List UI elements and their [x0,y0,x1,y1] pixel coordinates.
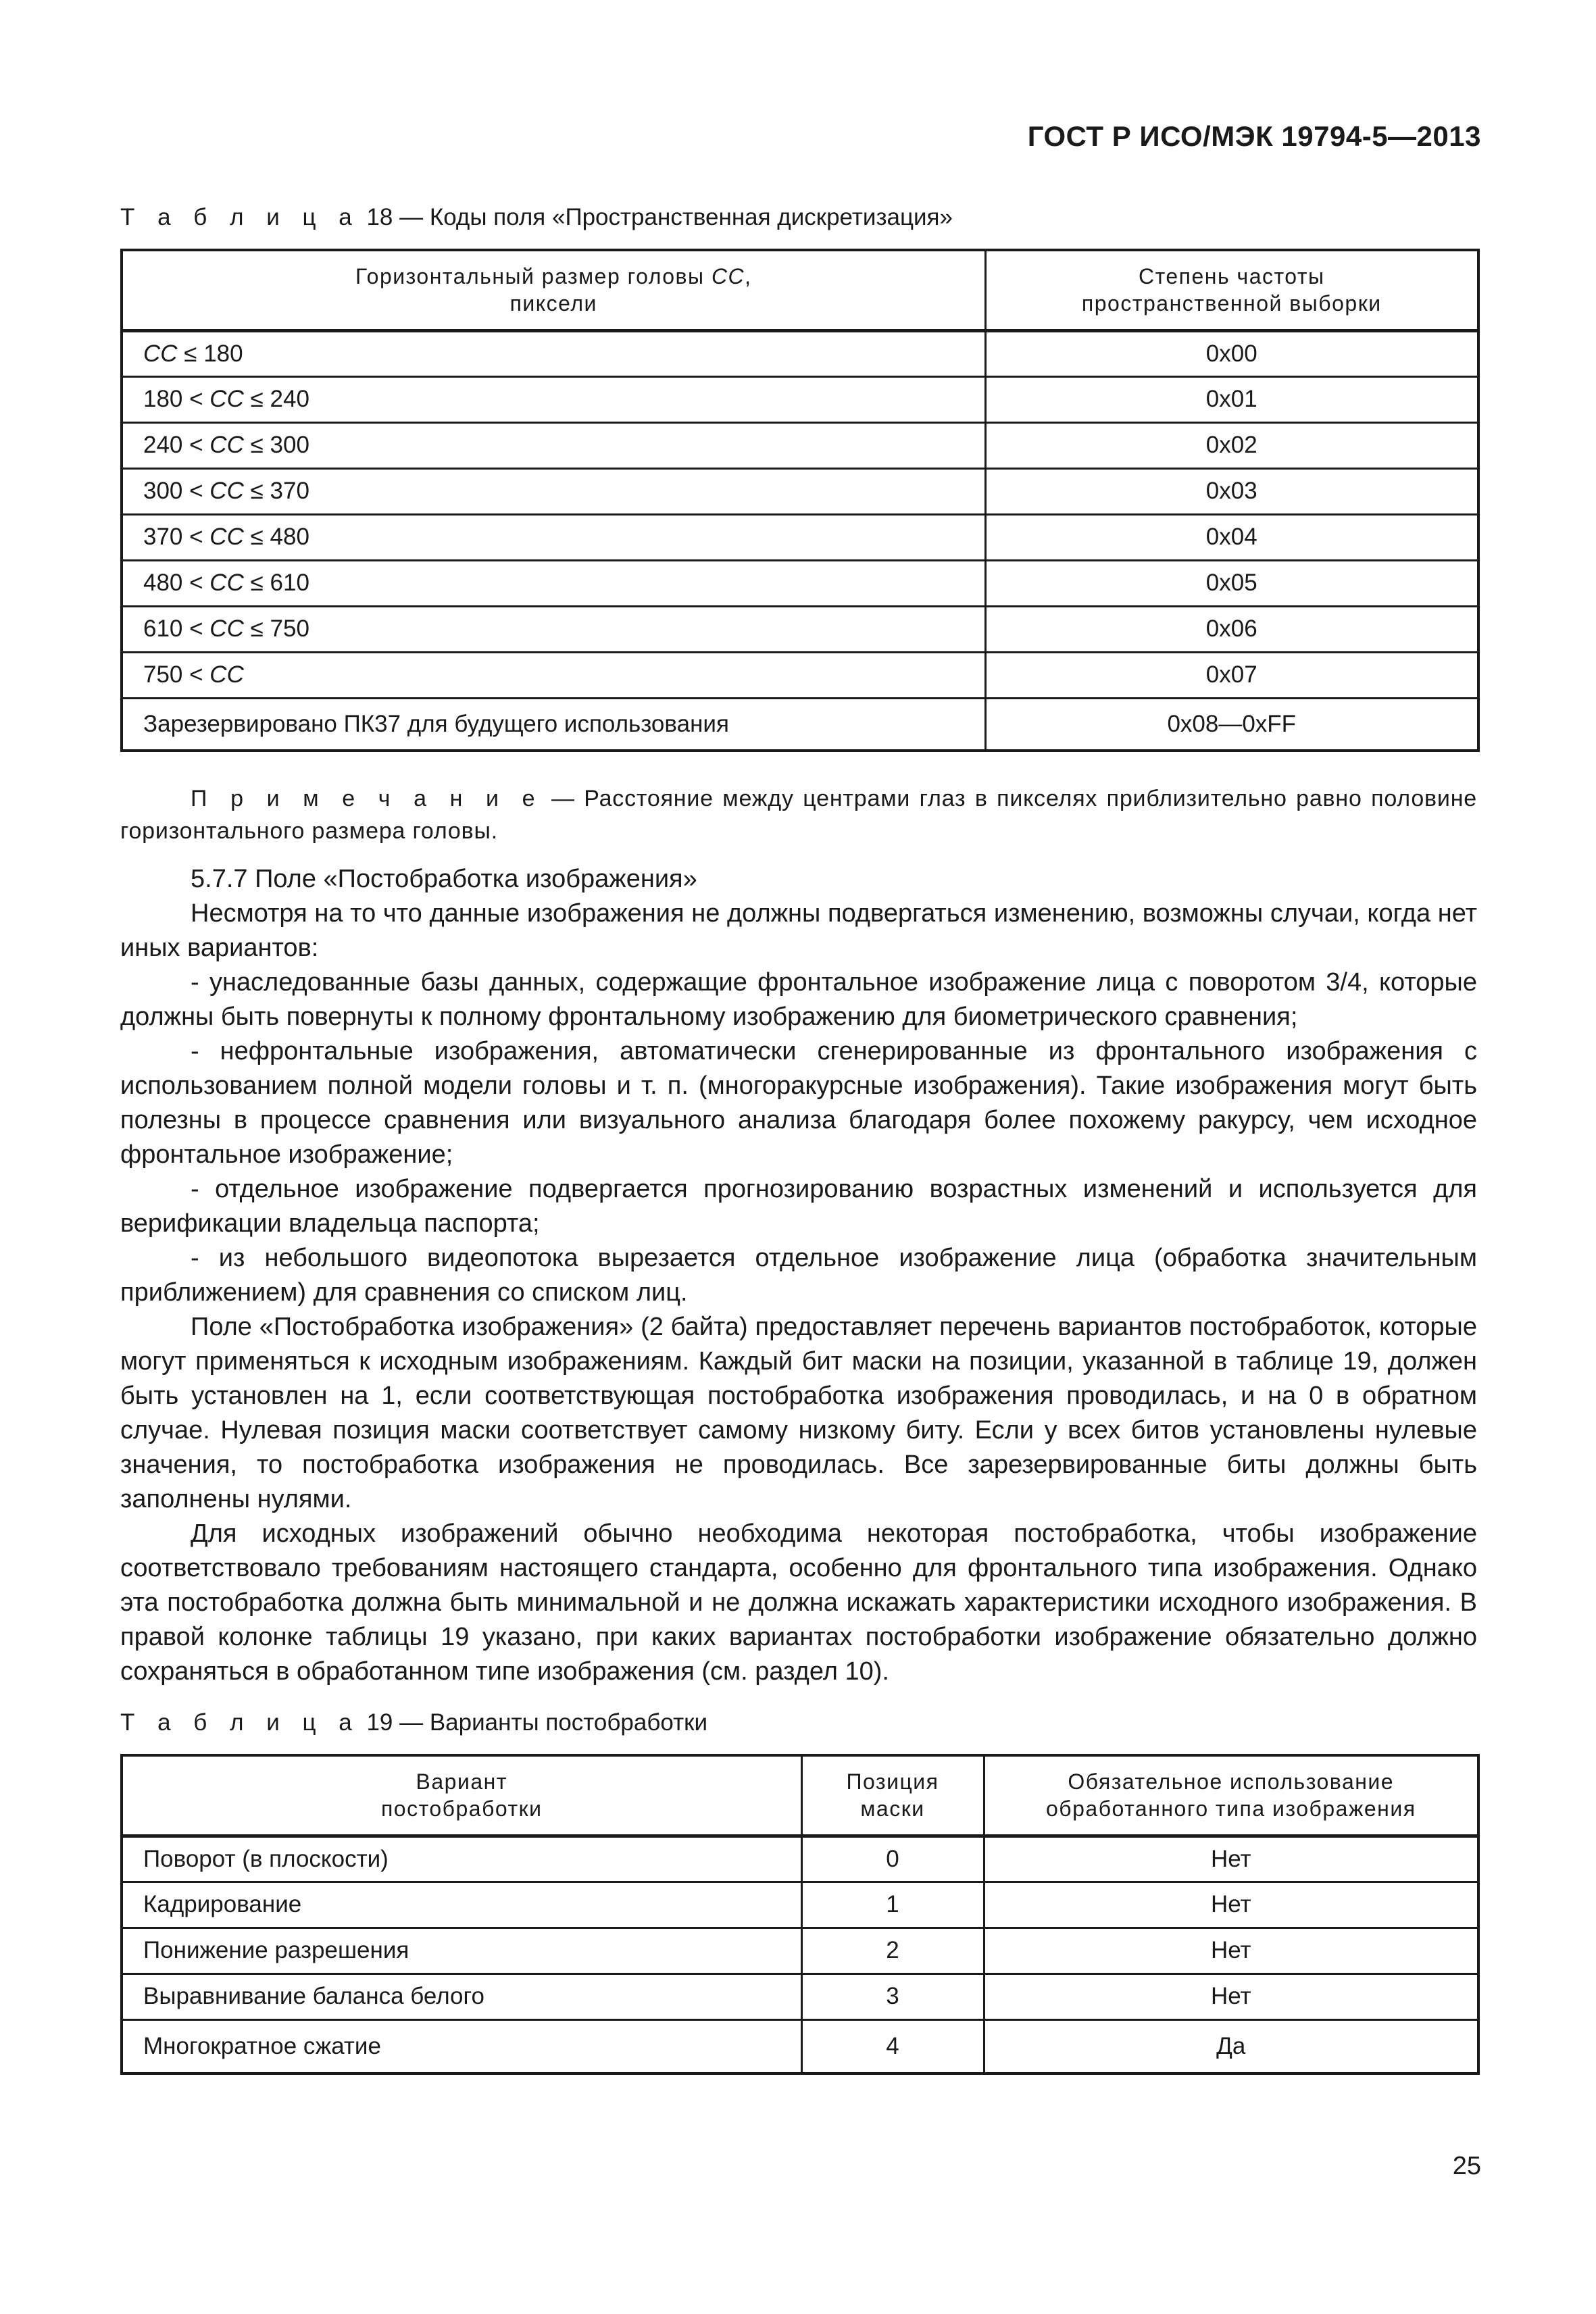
table19-header-row [122,1755,1478,1836]
paragraph: Поле «Постобработка изображения» (2 байта) предоставляет перечень вариантов постобработок, которые могут применяться к исходным изображениям. Каждый бит маски на позиции, указанной в таблице 19, должен быть установлен на 1, если соответствующая постобработка изображения проводилась, и на 0 в обратном случае. Нулевая позиция маски соответствует самому низкому биту. Если у всех битов установлены нулевые значения, то постобработка изображения не проводилась. Все зарезервированные биты должны быть заполнены нулями. [120,1313,1477,1513]
table18-caption-prefix: Т а б л и ц а [120,204,360,230]
table19-cell-position: 1 [801,1882,984,1928]
table18-cell-range: 750 < CC [122,652,985,698]
table18-cell-code: 0x05 [985,560,1478,606]
table19-cell-variant: Многократное сжатие [122,2019,801,2073]
page-number: 25 [1452,2152,1481,2180]
table19-caption-prefix: Т а б л и ц а [120,1709,360,1736]
table19-cell-position: 0 [801,1836,984,1882]
standard-header: ГОСТ Р ИСО/МЭК 19794-5—2013 [1027,120,1481,152]
paragraph: - нефронтальные изображения, автоматически сгенерированные из фронтального изображения с использованием полной модели головы и т. п. (многоракурсные изображения). Такие изображения могут быть полезны в процессе сравнения или визуального анализа благодаря более похожему ракурсу, чем исходное фронтальное изображение; [120,1037,1477,1169]
paragraph: Для исходных изображений обычно необходима некоторая постобработка, чтобы изображение соответствовало требованиям настоящего стандарта, особенно для фронтального типа изображения. Однако эта постобработка должна быть минимальной и не должна искажать характеристики исходного изображения. В правой колонке таблицы 19 указано, при каких вариантах постобработки изображение обязательно должно сохраняться в обработанном типе изображения (см. раздел 10). [120,1519,1477,1686]
note-text: — Расстояние между центрами глаз в пикселях приблизительно равно половине горизонтального размера головы. [120,786,1477,844]
table19-cell-position: 2 [801,1928,984,1973]
table-row [122,560,1478,606]
table18-cell-range: 180 < CC ≤ 240 [122,376,985,422]
table19-cell-variant: Кадрирование [122,1882,801,1928]
table18-cell-code: 0x08—0xFF [985,698,1478,751]
table-18 [120,249,1480,752]
table18-header-row [122,250,1478,330]
paragraph: - из небольшого видеопотока вырезается отдельное изображение лица (обработка значительным приближением) для сравнения со списком лиц. [120,1244,1477,1307]
note-label: П р и м е ч а н и е [191,786,543,811]
table18-cell-range: CC ≤ 180 [122,330,985,376]
table19-cell-mandatory: Нет [984,1836,1478,1882]
table19-cell-position: 3 [801,1973,984,2019]
table-row [122,606,1478,652]
table18-cell-range: 370 < CC ≤ 480 [122,514,985,560]
table18-note [120,782,1477,847]
table18-header-size: Горизонтальный размер головы CC, пиксели [122,250,985,330]
table-row [122,514,1478,560]
table19-cell-mandatory: Нет [984,1928,1478,1973]
table19-cell-mandatory: Нет [984,1882,1478,1928]
table19-header-position: Позиция маски [801,1755,984,1836]
table19-caption [120,1709,707,1736]
table19-cell-position: 4 [801,2019,984,2073]
table-row [122,652,1478,698]
table19-header-mandatory: Обязательное использование обработанного типа изображения [984,1755,1478,1836]
table-row [122,2019,1478,2073]
table18-cell-code: 0x06 [985,606,1478,652]
table19-header-variant: Вариант постобработки [122,1755,801,1836]
table-19 [120,1754,1480,2075]
table19-caption-text: 19 — Варианты постобработки [359,1709,708,1736]
table19-cell-variant: Выравнивание баланса белого [122,1973,801,2019]
table-row [122,376,1478,422]
table-row [122,1928,1478,1973]
table-row [122,330,1478,376]
table18-header-rate: Степень частоты пространственной выборки [985,250,1478,330]
table-row [122,468,1478,514]
table18-caption [120,204,953,231]
table-row [122,1882,1478,1928]
table18-cell-code: 0x01 [985,376,1478,422]
table19-cell-mandatory: Нет [984,1973,1478,2019]
table18-caption-text: 18 — Коды поля «Пространственная дискретизация» [359,204,953,230]
table18-cell-code: 0x04 [985,514,1478,560]
section-heading: 5.7.7 Поле «Постобработка изображения» [191,865,697,893]
table18-cell-range: 480 < CC ≤ 610 [122,560,985,606]
table18-cell-range: Зарезервировано ПК37 для будущего использования [122,698,985,751]
table18-cell-range: 610 < CC ≤ 750 [122,606,985,652]
table19-cell-mandatory: Да [984,2019,1478,2073]
paragraph: Несмотря на то что данные изображения не должны подвергаться изменению, возможны случаи, когда нет иных вариантов: [120,899,1477,962]
section-body [120,862,1477,1689]
table19-cell-variant: Понижение разрешения [122,1928,801,1973]
table-row [122,698,1478,751]
paragraph: - отдельное изображение подвергается прогнозированию возрастных изменений и используется для верификации владельца паспорта; [120,1175,1477,1238]
table18-cell-range: 240 < CC ≤ 300 [122,422,985,468]
table18-cell-code: 0x07 [985,652,1478,698]
table18-cell-code: 0x00 [985,330,1478,376]
table19-cell-variant: Поворот (в плоскости) [122,1836,801,1882]
paragraph: - унаследованные базы данных, содержащие фронтальное изображение лица с поворотом 3/4, которые должны быть повернуты к полному фронтальному изображению для биометрического сравнения; [120,968,1477,1031]
table-row [122,1836,1478,1882]
table-row [122,422,1478,468]
table18-cell-range: 300 < CC ≤ 370 [122,468,985,514]
table18-cell-code: 0x02 [985,422,1478,468]
table-row [122,1973,1478,2019]
table18-cell-code: 0x03 [985,468,1478,514]
